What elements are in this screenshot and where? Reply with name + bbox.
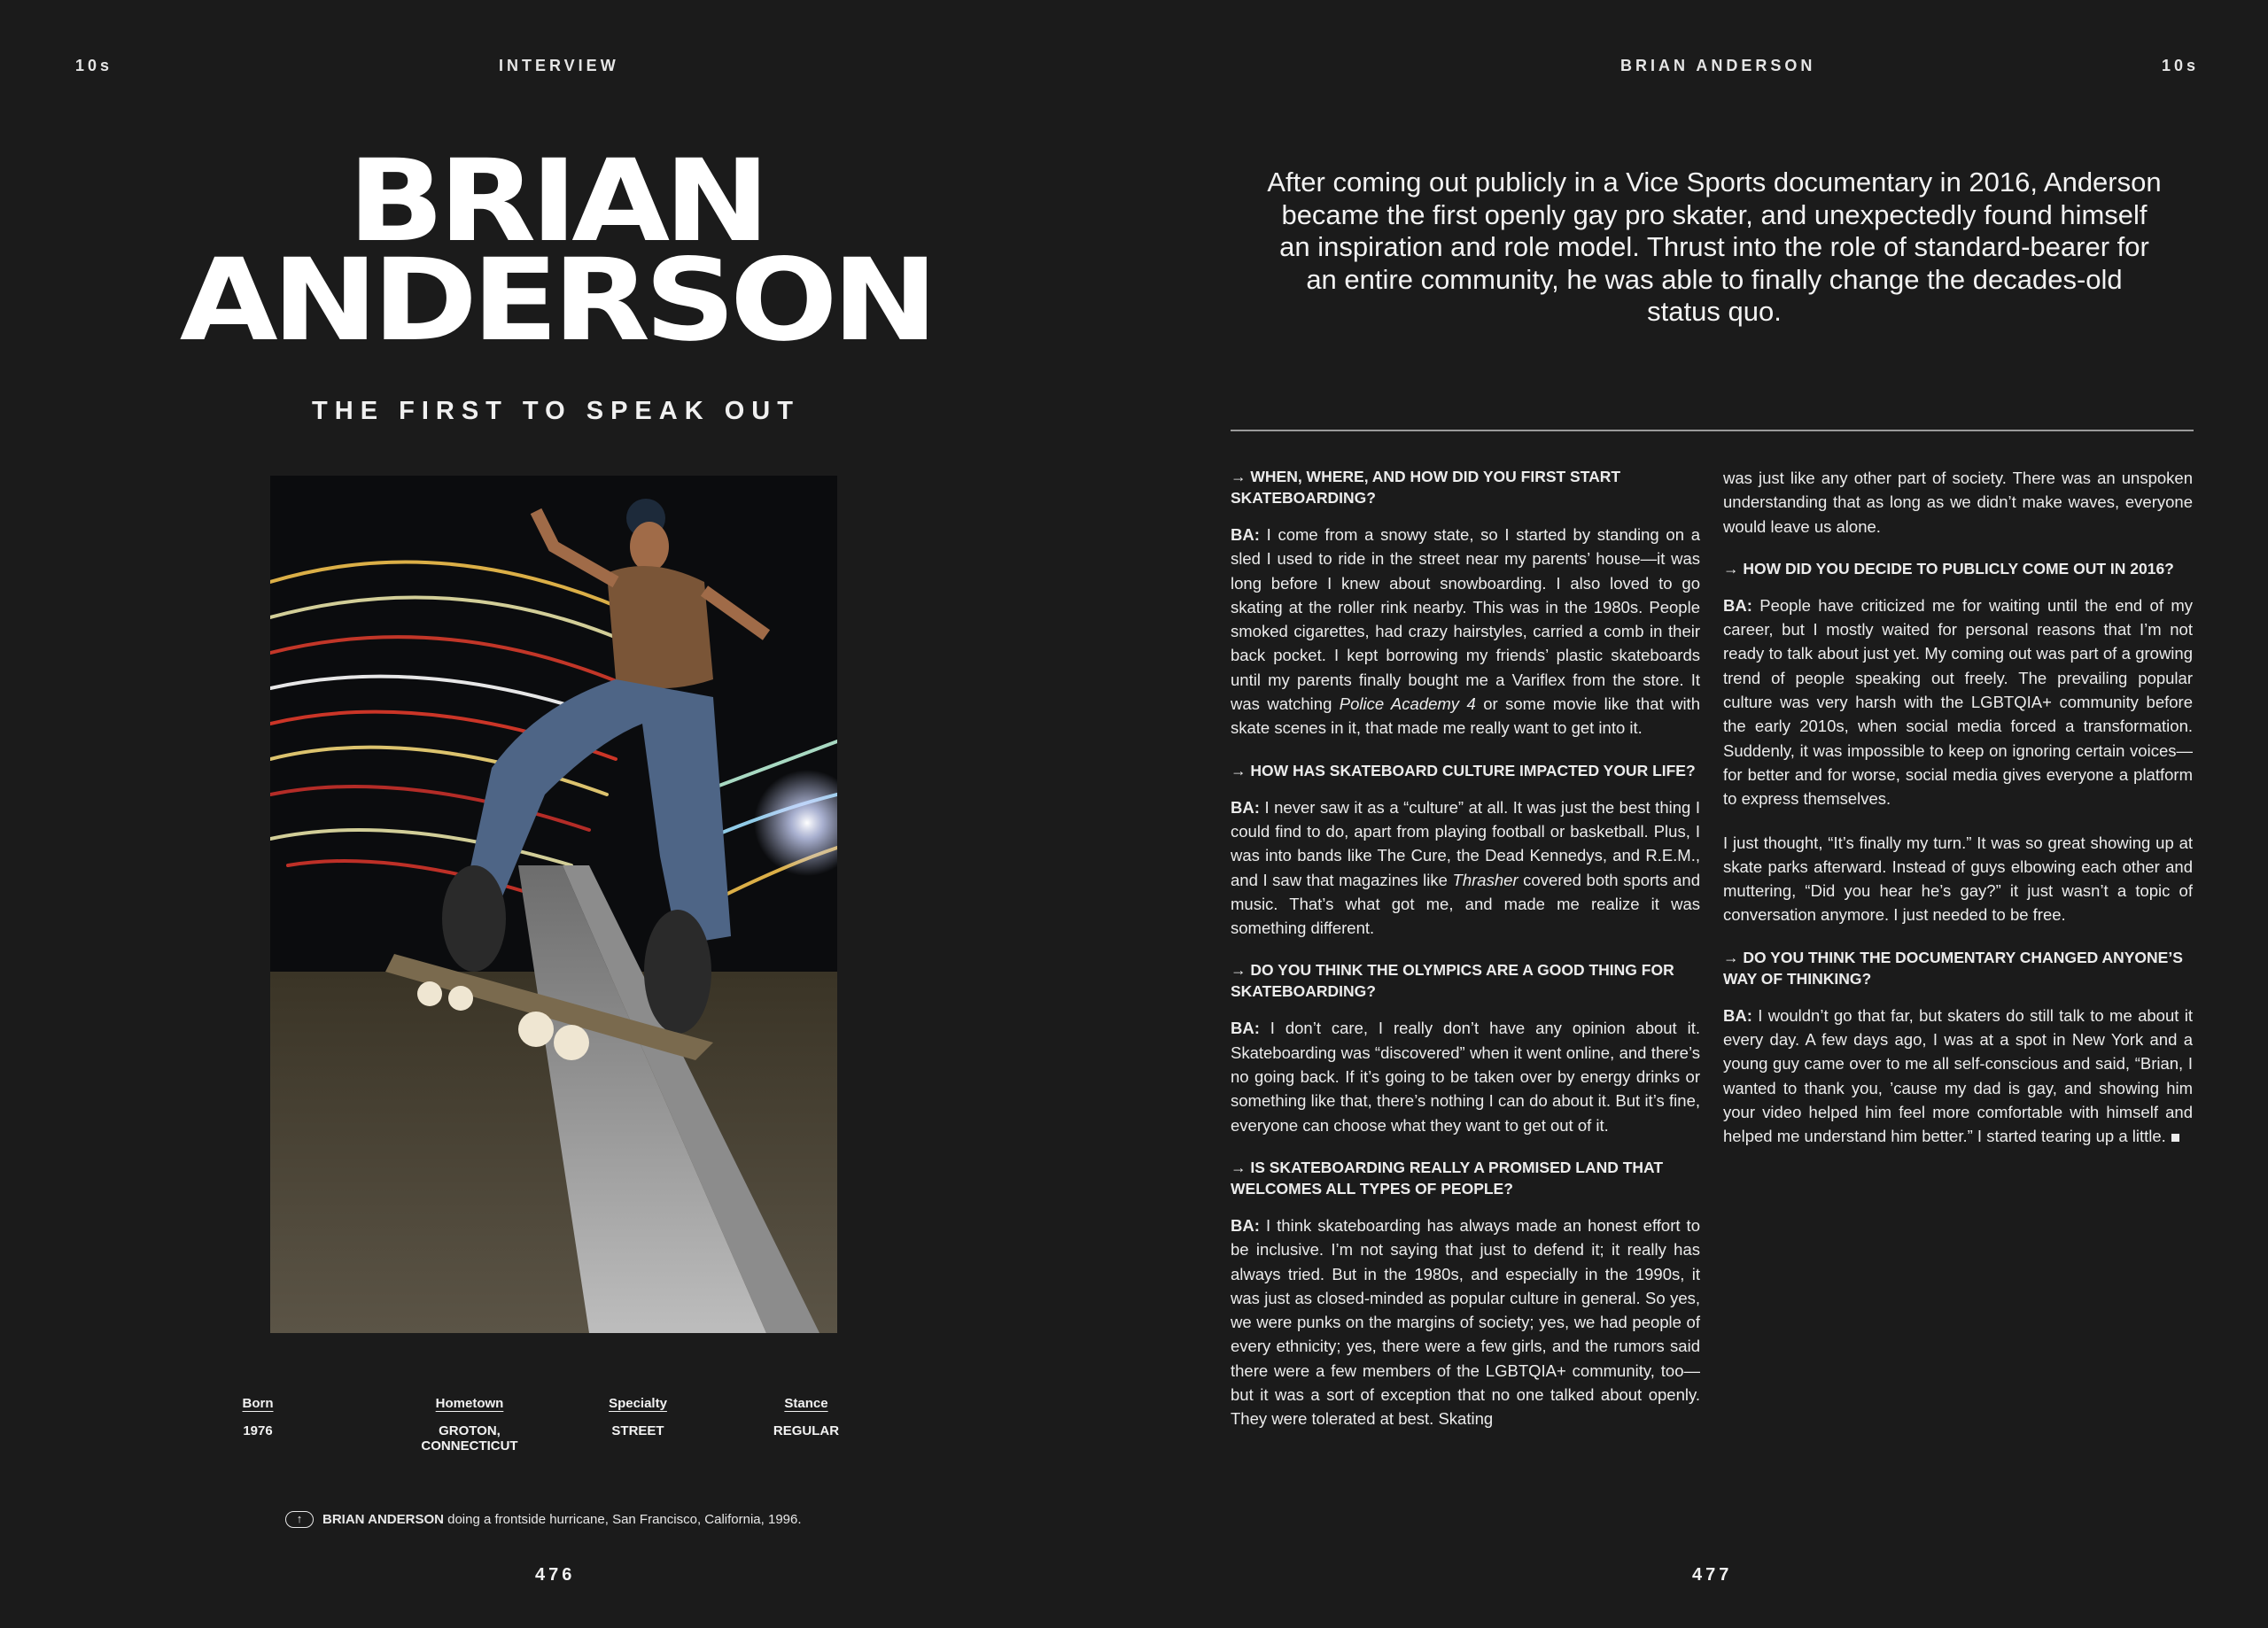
answer bbox=[1723, 1004, 2193, 1149]
answer-prefix: BA: bbox=[1231, 797, 1260, 817]
title-line-2: ANDERSON bbox=[179, 235, 933, 367]
caption-name: BRIAN ANDERSON bbox=[322, 1512, 444, 1527]
answer-continued: was just like any other part of society. There was an unspoken understanding that as long as we didn’t make waves, everyone would leave us alone. bbox=[1723, 469, 2193, 536]
article-subtitle: THE FIRST TO SPEAK OUT bbox=[312, 397, 800, 425]
skateboard-photo bbox=[270, 476, 837, 1333]
answer-text: I never saw it as a “culture” at all. It was just the best thing I could find to do, apart from playing football or basketball. Plus, I was into bands like The Cure, the Dead Kennedys, and R.E.M., and I saw that magazines like bbox=[1231, 797, 1700, 889]
answer-text: I come from a snowy state, so I started by standing on a sled I used to ride in the street near my parents’ house—it was long before I knew about snowboarding. I also loved to go skating at the roller rink nearby. This was in the 1980s. People smoked cigarettes, had crazy hairstyles, carried a comb in their back pocket. I kept borrowing my friends’ plastic skateboards until my parents finally bought me a Variflex from the store. It was watching bbox=[1231, 525, 1700, 714]
title-line-1: BRIAN bbox=[347, 136, 765, 267]
caption-text: doing a frontside hurricane, San Francisco, California, 1996. bbox=[443, 1512, 802, 1527]
section-number-right: 10s bbox=[2162, 57, 2200, 74]
answer-prefix: BA: bbox=[1231, 1019, 1260, 1038]
page-number-left: 476 bbox=[535, 1565, 576, 1585]
answer-prefix: BA: bbox=[1231, 1215, 1260, 1235]
fact-label: Born bbox=[242, 1396, 274, 1411]
answer bbox=[1231, 1213, 1700, 1431]
question: → HOW DID YOU DECIDE TO PUBLICLY COME OUT IN 2016? bbox=[1723, 559, 2174, 578]
question: → IS SKATEBOARDING REALLY A PROMISED LAND THAT WELCOMES ALL TYPES OF PEOPLE? bbox=[1231, 1158, 1664, 1198]
fact-label: Hometown bbox=[435, 1396, 504, 1411]
fact-label: Stance bbox=[784, 1396, 828, 1411]
answer-italic: Police Academy 4 bbox=[1339, 694, 1476, 714]
answer: I just thought, “It’s finally my turn.” It was so great showing up at skate parks afterward. Instead of guys elbowing each other and muttering, “Did you hear he’s gay?” it just wasn’t a topic of conversation anymore. I just needed to be free. bbox=[1723, 833, 2193, 925]
answer bbox=[1723, 593, 2193, 811]
answer bbox=[1231, 523, 1700, 740]
text-column-1 bbox=[1231, 466, 1700, 1443]
answer-text: or some movie like that with skate scenes in it, that made me really want to get into it. bbox=[1231, 694, 1700, 738]
question: → WHEN, WHERE, AND HOW DID YOU FIRST START SKATEBOARDING? bbox=[1231, 468, 1621, 507]
section-label-right: BRIAN ANDERSON bbox=[1620, 57, 1816, 74]
question: → HOW HAS SKATEBOARD CULTURE IMPACTED YOUR LIFE? bbox=[1231, 761, 1696, 779]
fact-value: REGULAR bbox=[773, 1423, 840, 1438]
fact-value: STREET bbox=[611, 1423, 664, 1438]
skateboard-photo-illustration bbox=[270, 476, 837, 1333]
answer-prefix: BA: bbox=[1231, 525, 1260, 544]
fact-specialty bbox=[594, 1396, 682, 1438]
end-mark-icon bbox=[2171, 1134, 2179, 1142]
answer-text: I wouldn’t go that far, but skaters do still talk to me about it every day. A few days ago, I was at a spot in New York and a young guy came over to me all self-conscious and said, “Brian, I wanted to thank you, ’cause my dad is gay, and showing him your video helped him feel more comfortable with himself and helped me understand him better.” I started tearing up a little. bbox=[1723, 1005, 2193, 1146]
divider bbox=[1231, 430, 2194, 431]
question: → DO YOU THINK THE DOCUMENTARY CHANGED ANYONE’S WAY OF THINKING? bbox=[1723, 948, 2183, 988]
answer-prefix: BA: bbox=[1723, 1005, 1752, 1025]
page-number-right: 477 bbox=[1692, 1565, 1733, 1585]
fact-value: GROTON, CONNECTICUT bbox=[421, 1423, 518, 1454]
fact-value: 1976 bbox=[243, 1423, 273, 1438]
section-number-left: 10s bbox=[75, 57, 113, 74]
answer bbox=[1231, 795, 1700, 941]
answer-italic: Thrasher bbox=[1452, 870, 1518, 889]
answer-text: covered both sports and music. That’s what got me, and made me realize it was something different. bbox=[1231, 870, 1700, 938]
article-title bbox=[0, 136, 1178, 367]
question: → DO YOU THINK THE OLYMPICS ARE A GOOD THING FOR SKATEBOARDING? bbox=[1231, 961, 1674, 1001]
intro-paragraph: After coming out publicly in a Vice Sports documentary in 2016, Anderson became the first openly gay pro skater, and unexpectedly found himself an inspiration and role model. Thrust into the role of standard-bearer for an entire community, he was able to finally change the decades-old status quo. bbox=[1267, 167, 2162, 327]
text-column-2 bbox=[1723, 466, 2193, 1160]
fact-stance bbox=[762, 1396, 850, 1438]
photo-caption bbox=[285, 1511, 802, 1528]
answer-text: People have criticized me for waiting until the end of my career, but I mostly waited for personal reasons that I’m not ready to talk about just yet. My coming out was part of a growing trend of people speaking out freely. The prevailing popular culture was very harsh with the LGBTQIA+ community before the early 2010s, when social media forced a transformation. Suddenly, it was impossible to keep on ignoring certain voices—for better and for worse, social media gives everyone a platform to express themselves. bbox=[1723, 595, 2193, 809]
fact-hometown bbox=[381, 1396, 558, 1454]
fact-label: Specialty bbox=[609, 1396, 667, 1411]
section-label-left: INTERVIEW bbox=[499, 57, 619, 74]
fact-born bbox=[214, 1396, 302, 1438]
answer-prefix: BA: bbox=[1723, 595, 1752, 615]
arrow-up-icon: ↑ bbox=[285, 1511, 314, 1528]
answer-text: I think skateboarding has always made an honest effort to be inclusive. I’m not saying that just to defend it; it really has always tried. But in the 1980s, and especially in the 1990s, it was just as closed-minded as popular culture in general. So yes, we were punks on the margins of society; yes, we had people of every ethnicity; yes, there were a few girls, and the rumors said there were a few members of the LGBTQIA+ community, too—but it was a sort of exception that no one talked about openly. They were tolerated at best. Skating bbox=[1231, 1215, 1700, 1429]
answer bbox=[1231, 1016, 1700, 1136]
answer-text: I don’t care, I really don’t have any opinion about it. Skateboarding was “discovered” when it went online, and there’s no going back. If it’s going to be taken over by energy drinks or something like that, there’s nothing I can do about it. But it’s fine, everyone can choose what they want to get out of it. bbox=[1231, 1019, 1700, 1135]
